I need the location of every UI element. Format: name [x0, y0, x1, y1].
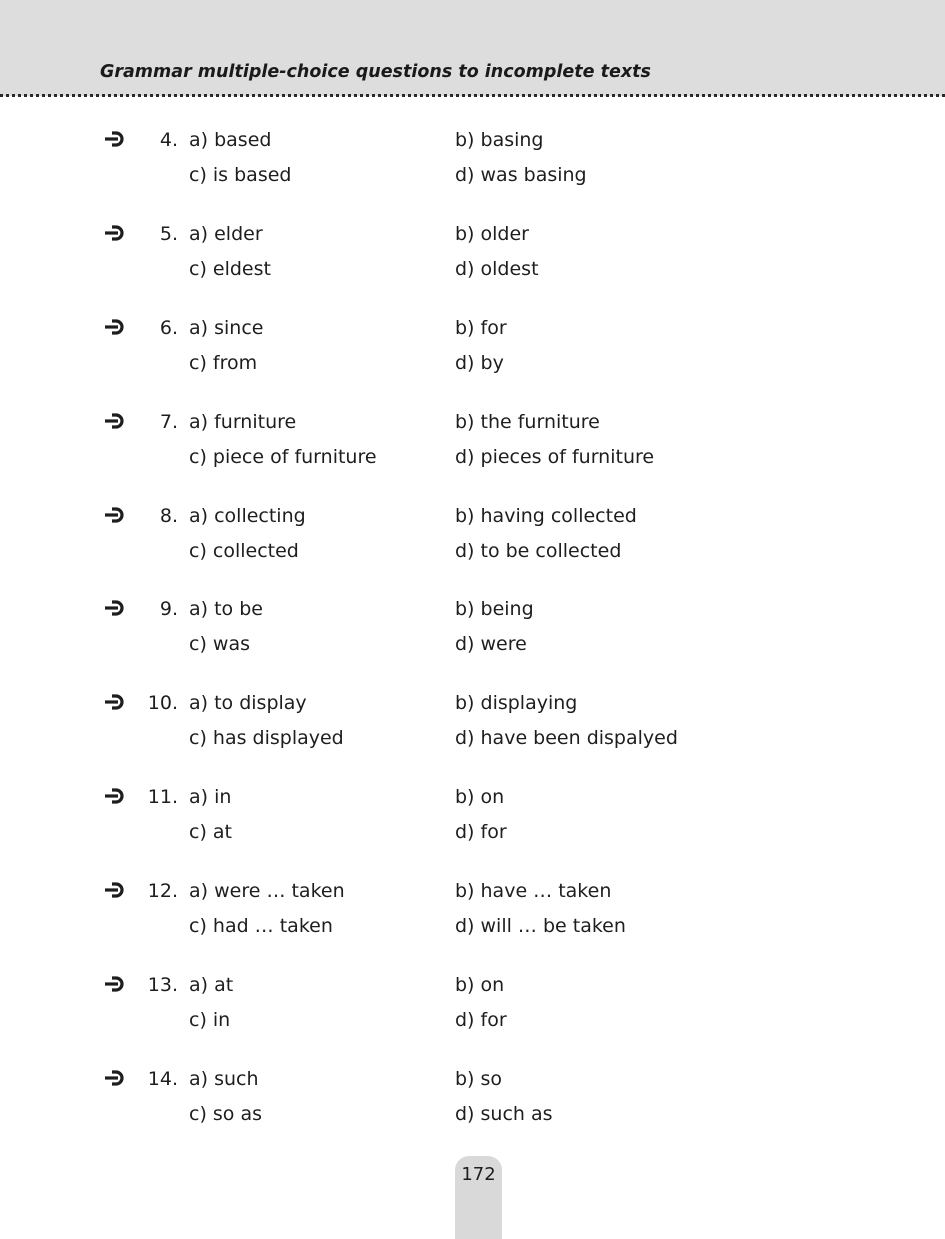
- question-number: 10.: [147, 692, 178, 714]
- option-d: d) oldest: [455, 258, 539, 280]
- option-c: c) from: [189, 352, 258, 374]
- option-c: c) eldest: [189, 258, 271, 280]
- option-b: b) having collected: [455, 505, 637, 527]
- arrow-icon: [103, 410, 125, 432]
- arrow-icon: [103, 128, 125, 150]
- option-d: d) by: [455, 352, 504, 374]
- option-a: a) to be: [189, 598, 263, 620]
- question-number: 4.: [159, 129, 178, 151]
- question-item: [0, 973, 945, 1045]
- arrow-icon: [103, 1067, 125, 1089]
- arrow-icon: [103, 691, 125, 713]
- question-number: 9.: [159, 598, 178, 620]
- option-b: b) older: [455, 223, 529, 245]
- arrow-icon: [103, 316, 125, 338]
- option-b: b) the furniture: [455, 411, 600, 433]
- option-a: a) furniture: [189, 411, 297, 433]
- arrow-icon: [103, 973, 125, 995]
- option-d: d) for: [455, 821, 507, 843]
- dotted-divider: [0, 94, 945, 97]
- question-item: [0, 128, 945, 200]
- question-number: 11.: [147, 786, 178, 808]
- question-number: 7.: [159, 411, 178, 433]
- question-number: 13.: [147, 974, 178, 996]
- question-number: 8.: [159, 505, 178, 527]
- question-item: [0, 597, 945, 669]
- question-number: 6.: [159, 317, 178, 339]
- question-item: [0, 222, 945, 294]
- option-d: d) was basing: [455, 164, 587, 186]
- question-number: 12.: [147, 880, 178, 902]
- option-b: b) for: [455, 317, 507, 339]
- option-a: a) at: [189, 974, 234, 996]
- option-c: c) in: [189, 1009, 231, 1031]
- option-d: d) will … be taken: [455, 915, 626, 937]
- option-a: a) since: [189, 317, 264, 339]
- option-b: b) so: [455, 1068, 503, 1090]
- option-c: c) at: [189, 821, 232, 843]
- option-d: d) were: [455, 633, 527, 655]
- option-a: a) were … taken: [189, 880, 345, 902]
- option-a: a) collecting: [189, 505, 306, 527]
- option-b: b) displaying: [455, 692, 578, 714]
- option-d: d) to be collected: [455, 540, 622, 562]
- option-c: c) has displayed: [189, 727, 344, 749]
- question-item: [0, 1067, 945, 1139]
- option-b: b) basing: [455, 129, 544, 151]
- option-a: a) based: [189, 129, 272, 151]
- option-d: d) have been dispalyed: [455, 727, 678, 749]
- option-b: b) have … taken: [455, 880, 612, 902]
- arrow-icon: [103, 785, 125, 807]
- question-item: [0, 691, 945, 763]
- option-b: b) on: [455, 974, 505, 996]
- option-a: a) to display: [189, 692, 307, 714]
- option-b: b) being: [455, 598, 534, 620]
- page-number: 172: [461, 1164, 496, 1185]
- option-a: a) in: [189, 786, 232, 808]
- question-number: 5.: [159, 223, 178, 245]
- option-c: c) is based: [189, 164, 292, 186]
- option-a: a) elder: [189, 223, 263, 245]
- question-item: [0, 316, 945, 388]
- option-a: a) such: [189, 1068, 259, 1090]
- arrow-icon: [103, 879, 125, 901]
- section-title: Grammar multiple-choice questions to incomplete texts: [100, 62, 651, 82]
- question-item: [0, 410, 945, 482]
- question-item: [0, 785, 945, 857]
- option-c: c) was: [189, 633, 250, 655]
- arrow-icon: [103, 222, 125, 244]
- arrow-icon: [103, 504, 125, 526]
- option-d: d) for: [455, 1009, 507, 1031]
- option-c: c) piece of furniture: [189, 446, 377, 468]
- arrow-icon: [103, 597, 125, 619]
- option-c: c) collected: [189, 540, 299, 562]
- question-item: [0, 879, 945, 951]
- option-d: d) pieces of furniture: [455, 446, 655, 468]
- option-c: c) had … taken: [189, 915, 333, 937]
- option-d: d) such as: [455, 1103, 553, 1125]
- question-number: 14.: [147, 1068, 178, 1090]
- option-b: b) on: [455, 786, 505, 808]
- option-c: c) so as: [189, 1103, 263, 1125]
- question-item: [0, 504, 945, 576]
